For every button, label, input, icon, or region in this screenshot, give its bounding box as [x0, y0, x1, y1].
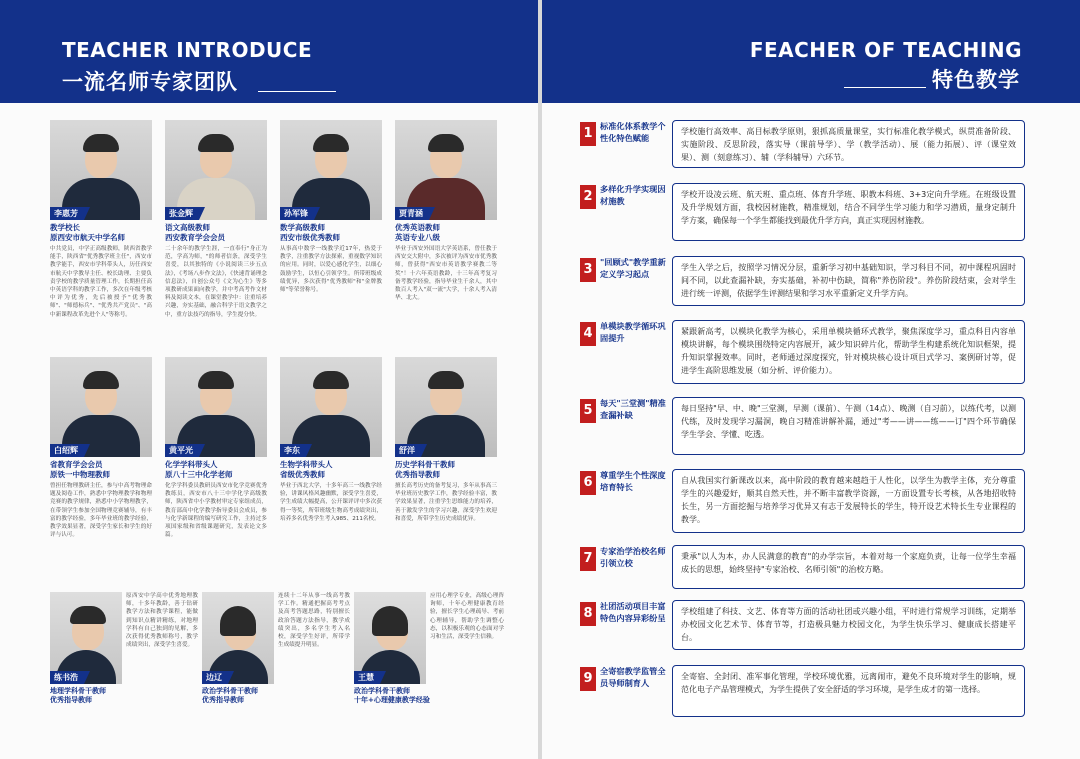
teacher-role: 数学高级教师 [280, 223, 325, 232]
teacher-desc: 连续十二年从事一线高考教学工作。精通把握高考考点及高考答题思路，特别擅长政治答题方法指导，教学成绩突出，多名学生考入名校，深受学生好评，所带学生成绩提升明显。 [278, 593, 350, 649]
feature-text: 自从我国实行新课改以来，高中阶段的教育越来越趋于人性化，以学生为教学主体，充分尊重学生的兴趣爱好，顺其自然天性，并不断丰富教学资源，一方面设置专长考核，从各地招收特长生，另一方面挖掘与培养学习优异又有志于发展特长的学生，特开设艺术特长生专业课程的教学。 [672, 469, 1025, 533]
teacher-desc: 曾担任物理教研主任，参与中高考物理命题及阅卷工作，熟悉中学物理教学和物理竞赛的教学规律，熟悉中小学物理教学，在带领学生参加全国物理竞赛辅导，有丰富的教学经验，多年毕业班的教学经验，教学效果显著，深受学生家长和学生的好评与认可。 [50, 483, 152, 539]
feature-item [580, 320, 1025, 375]
teacher-role-2: 西安教育学会会员 [165, 233, 225, 242]
teacher-photo [165, 120, 267, 220]
teacher-card [354, 592, 504, 712]
feature-number: 2 [580, 185, 596, 209]
teacher-card [50, 120, 152, 363]
feature-item [580, 120, 1025, 166]
teacher-name: 贾青涵 [395, 207, 429, 220]
teacher-role-2: 原西安市航天中学名师 [50, 233, 125, 242]
feature-title: 多样化升学实现因材施教 [600, 184, 666, 206]
feature-title: 标准化体系教学个性化特色赋能 [600, 121, 666, 143]
feature-text: 全寄宿、全封闭、准军事化管理，学校环境优雅，远离闹市，避免不良环境对学生的影响，规范化电子产品管理模式，为学生提供了安全舒适的学习环境，是学生成才的第一选择。 [672, 665, 1025, 717]
feature-text: 学校开设凌云班、航天班、重点班、体育升学班、职教本科班、3+3定向升学班。在班级设置及升学规划方面，我校因材施教，精准规划，结合不同学生学习能力和学习潜质，量身定制升学方案，确保每一个学生都能找到最优升学方向，真正实现因材施教。 [672, 183, 1025, 241]
teacher-desc: 毕业于西北大学，十多年高三一线教学经验，讲课风格风趣幽默，深受学生喜爱，学生成绩大幅提高，公开课评评中多次获得一等奖，所带班级生物高考成绩突出，培养多名优秀学生考入985、211名校。 [280, 483, 382, 522]
feature-number: 1 [580, 122, 596, 146]
teacher-role-2: 原八十三中化学老师 [165, 470, 233, 479]
teacher-photo [50, 120, 152, 220]
teacher-card [202, 592, 352, 712]
teacher-photo [50, 357, 152, 457]
teacher-role-2: 省级优秀教师 [280, 470, 325, 479]
feature-number: 6 [580, 471, 596, 495]
feature-title: 专家治学治校名师引领立校 [600, 546, 666, 568]
teacher-name: 李东 [280, 444, 306, 457]
left-page [0, 0, 538, 759]
teacher-card [165, 120, 267, 363]
feature-number: 4 [580, 322, 596, 346]
feature-text: 每日坚持"早、中、晚"三堂测，早测（课前）、午测（14点）、晚测（自习前），以练代考，以测代练，及时发现学习漏洞，晚自习精准讲解补漏，通过"考——讲——练——订"四个环节确保学生学会、学懂、吃透。 [672, 397, 1025, 455]
teacher-role: 教学校长 [50, 223, 80, 232]
feature-item [580, 183, 1025, 229]
teacher-name: 张金辉 [165, 207, 199, 220]
feature-item [580, 469, 1025, 524]
teacher-photo [354, 592, 426, 684]
teacher-role: 省教育学会会员 [50, 460, 103, 469]
teacher-role-2: 英语专业八级 [395, 233, 440, 242]
teacher-role-2: 十年+心理健康教学经验 [354, 696, 430, 704]
feature-text: 学生入学之后，按照学习情况分层，重新学习初中基础知识，学习科目不同，初中课程巩固时间不同，以此查漏补缺，夯实基础，补初中伤缺，简称"养伤阶段"。养伤阶段结束，会对学生进行统一评测，依据学生评测结果和学习水平重新定义升学方向。 [672, 256, 1025, 306]
teacher-desc: 毕业于西安外国语大学英语系，曾任教于西安交大附中，多次被评为西安市优秀教师，曾获得"西安市英语教学赛教二等奖"！十六年英语教龄，十三年高考复习备考教学经验，指导毕业生千余人，其中数百人考入"双一流"大学，十余人考入清华、北大。 [395, 246, 497, 302]
feature-title: "回顾式"教学重新定义学习起点 [600, 257, 666, 279]
teacher-desc: 原西安中学高中优秀地理教师，十多年教龄，善于钻研教学方法和教学课程，能做到知识点精讲精练，对地理学科有自己独到的见解，多次获得优秀教师称号，教学成绩突出，深受学生喜爱。 [126, 593, 198, 649]
feature-title: 每天"三堂测"精准查漏补缺 [600, 398, 666, 420]
teacher-card [395, 357, 497, 582]
teacher-card [280, 357, 382, 582]
teacher-desc: 从事高中数学一线教学近17年，热爱于教学，注重教学方法探索，重视数学知识的应用。同时，以爱心感化学生，以细心鼓励学生，以恒心引领学生。所带班级成绩优异，多次获得"优秀教师"和"金牌教师"等荣誉称号。 [280, 246, 382, 294]
teacher-role: 优秀英语教师 [395, 223, 440, 232]
teacher-role-2: 优秀指导教师 [202, 696, 244, 704]
teacher-desc: 应用心理学专业，高级心理咨询师，十年心理健康教育经验，擅长学生心理疏导、考前心理辅导，帮助学生调整心态，以积极乐观的心态面对学习和生活，深受学生信赖。 [430, 593, 504, 641]
teacher-name: 黄平光 [165, 444, 199, 457]
teacher-desc: 中共党员，中学正高级教师，陕西省教学能手，陕西省"优秀教学班主任"，西安市教学能手，西安市学科带头人，历任西安市航天中学教导主任、校长助理、主要负责学校的教学质量管理工作，长期担任高中英语学科的教学工作，多次在年级考核中评为优秀，先后被授予"优秀教师"、"师德标兵"、"优秀共产党员"、"高中新课程改革先进个人"等称号。 [50, 246, 152, 318]
teacher-role-2: 优秀指导教师 [395, 470, 440, 479]
teacher-role-2: 西安市级优秀教师 [280, 233, 340, 242]
feature-number: 8 [580, 602, 596, 626]
feature-number: 3 [580, 258, 596, 282]
feature-title: 尊重学生个性深度培育特长 [600, 470, 666, 492]
teacher-card [395, 120, 497, 363]
teacher-card [165, 357, 267, 582]
right-title-rule [844, 87, 926, 88]
teacher-photo [280, 357, 382, 457]
teacher-role-2: 原铁一中物理教师 [50, 470, 110, 479]
left-title-rule [258, 91, 336, 92]
teacher-name: 练书浩 [50, 671, 84, 684]
teacher-role: 历史学科骨干教师 [395, 460, 455, 469]
right-page [542, 0, 1080, 759]
teacher-role: 政治学科骨干教师 [354, 687, 410, 695]
teacher-role: 化学学科带头人 [165, 460, 218, 469]
teacher-desc: 擅长高考历史的备考复习，多年从事高三毕业班历史教学工作，教学经验丰富，教学效果显著，注重学生思维能力的培养，善于激发学生的学习兴趣，深受学生欢迎和喜爱，所带学生历史成绩优异。 [395, 483, 497, 522]
teacher-name: 舒洋 [395, 444, 421, 457]
feature-item [580, 545, 1025, 591]
feature-title: 全寄宿教学监管全员导师制育人 [600, 666, 666, 688]
teacher-photo [280, 120, 382, 220]
teacher-name: 白绍辉 [50, 444, 84, 457]
feature-number: 9 [580, 667, 596, 691]
feature-text: 紧跟新高考，以模块化教学为核心，采用单模块循环式教学，聚焦深度学习，重点科目内容单模块讲解，每个模块围绕特定内容展开，减少知识碎片化，帮助学生构建系统化知识框架，提升知识掌握效率。同时，老师通过深度探究，针对模块核心设计项目式学习、案例研讨等，促进学生高阶思维发展（如分析、评价能力）。 [672, 320, 1025, 384]
teacher-card [50, 592, 200, 712]
teacher-photo [165, 357, 267, 457]
feature-text: 学校组建了科技、文艺、体育等方面的活动社团或兴趣小组，平时进行常规学习训练，定期举办校园文化艺术节、体育节等，打造极具魅力校园文化，为学生快乐学习、健康成长搭建平台。 [672, 600, 1025, 650]
teacher-card [50, 357, 152, 582]
right-cn-title: 特色教学 [932, 68, 1020, 92]
left-en-title: TEACHER INTRODUCE [62, 38, 313, 62]
teacher-role: 生物学科带头人 [280, 460, 333, 469]
teacher-desc: 二十余年的教学生涯，一直奉行"身正为范，学高为师，"的师者信条，深受学生喜爱，以其独特的《小说阅读三步五点法》，《考场八步作文法》，《快速背诵理念信息法》，自创公众号《文为心生》等多项教研成果面向教学，并中考高考作文材料及阅读文本，在课堂教学中：注重培养兴趣，夯实基础，融合科学于语文教学之中，重方法技巧的指导，学生提分快。 [165, 246, 267, 318]
teacher-photo [202, 592, 274, 684]
teacher-photo [50, 592, 122, 684]
teacher-role-2: 优秀指导教师 [50, 696, 92, 704]
feature-number: 7 [580, 547, 596, 571]
teacher-photo [395, 120, 497, 220]
feature-item [580, 256, 1025, 302]
right-en-title: FEACHER OF TEACHING [749, 38, 1022, 62]
teacher-role: 地理学科骨干教师 [50, 687, 106, 695]
teacher-role: 政治学科骨干教师 [202, 687, 258, 695]
teacher-name: 王慧 [354, 671, 380, 684]
left-cn-title: 一流名师专家团队 [62, 70, 238, 94]
teacher-name: 边辽 [202, 671, 228, 684]
teacher-card [280, 120, 382, 363]
teacher-photo [395, 357, 497, 457]
teacher-desc: 化学学科委员教研员西安市化学竞赛优秀教练员，西安市八十三中学化学高级教师，陕西省中小学教材审定专家组成员，教育部高中化学教学指导委员会成员，参与化学新课程的编写研究工作，主持过多项国家级和省级课题研究，发表论文多篇。 [165, 483, 267, 539]
feature-number: 5 [580, 399, 596, 423]
teacher-name: 孙军锋 [280, 207, 314, 220]
teacher-name: 李惠芳 [50, 207, 84, 220]
feature-text: 学校施行高效率、高目标教学原则，狠抓高质量课堂，实行标准化教学模式，纵贯准备阶段、实施阶段、反思阶段，落实导（课前导学）、学（教学活动）、展（能力拓展）、评（课堂效果）、测（刻意练习）、辅（学科辅导）六环节。 [672, 120, 1025, 168]
feature-text: 秉承"以人为本，办人民满意的教育"的办学宗旨，本着对每一个家庭负责，让每一位学生幸福成长的思想，始终坚持"专家治校、名师引领"的治校方略。 [672, 545, 1025, 589]
teacher-role: 语文高级教师 [165, 223, 210, 232]
feature-title: 单模块教学循环巩固提升 [600, 321, 666, 343]
feature-item [580, 665, 1025, 711]
feature-title: 社团活动项目丰富特色内容异彩纷呈 [600, 601, 666, 623]
feature-item [580, 397, 1025, 443]
feature-item [580, 600, 1025, 646]
